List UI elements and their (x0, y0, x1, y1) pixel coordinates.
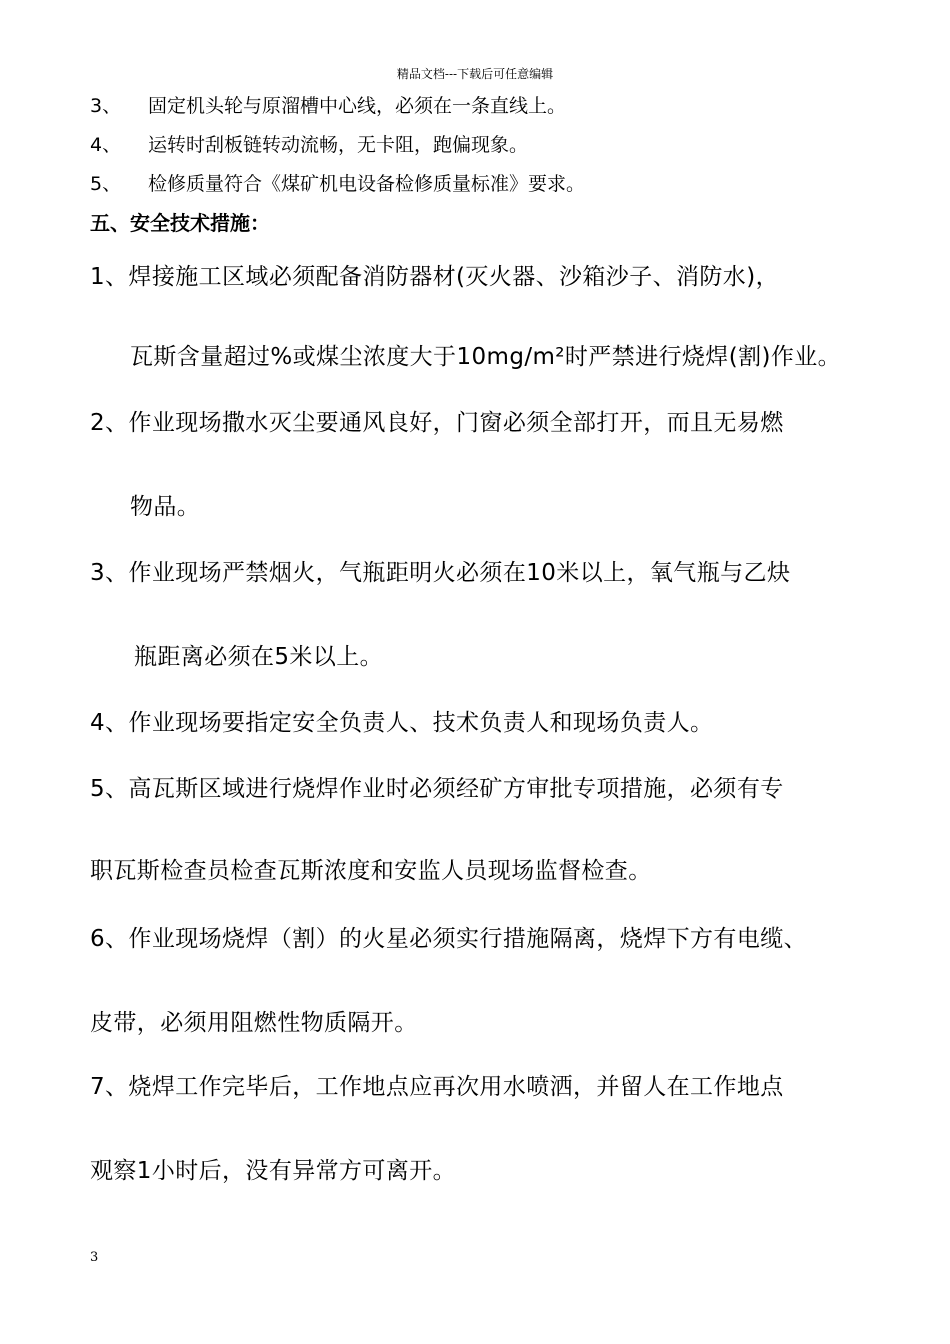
requirement-number: 3、 (90, 95, 122, 117)
measure-line: 物品。 (130, 494, 201, 520)
measure-line: 7、烧焊工作完毕后，工作地点应再次用水喷洒，并留人在工作地点 (90, 1074, 784, 1100)
section-heading: 五、安全技术措施： (90, 211, 270, 235)
measure-line: 2、作业现场撒水灭尘要通风良好，门窗必须全部打开，而且无易燃 (90, 410, 784, 436)
measure-line: 瓦斯含量超过%或煤尘浓度大于10mg/m²时严禁进行烧焊(割)作业。 (130, 344, 842, 370)
measure-line: 4、作业现场要指定安全负责人、技术负责人和现场负责人。 (90, 710, 714, 736)
measure-line: 1、焊接施工区域必须配备消防器材(灭火器、沙箱沙子、消防水)， (90, 264, 779, 290)
requirement-item (90, 172, 585, 196)
measure-line: 瓶距离必须在5米以上。 (134, 644, 384, 670)
measure-line: 6、作业现场烧焊（割）的火星必须实行措施隔离，烧焊下方有电缆、 (90, 926, 808, 952)
requirement-number: 5、 (90, 173, 122, 195)
measure-line: 观察1小时后，没有异常方可离开。 (90, 1158, 457, 1184)
measure-line: 皮带，必须用阻燃性物质隔开。 (90, 1010, 418, 1036)
requirement-text: 运转时刮板链转动流畅，无卡阻，跑偏现象。 (148, 134, 529, 156)
requirement-item (90, 94, 566, 118)
page-header: 精品文档---下载后可任意编辑 (396, 67, 554, 81)
measure-line: 职瓦斯检查员检查瓦斯浓度和安监人员现场监督检查。 (90, 858, 652, 884)
measure-line: 3、作业现场严禁烟火，气瓶距明火必须在10米以上，氧气瓶与乙炔 (90, 560, 791, 586)
requirement-item (90, 133, 528, 157)
requirement-text: 检修质量符合《煤矿机电设备检修质量标准》要求。 (148, 173, 586, 195)
page-number: 3 (90, 1250, 99, 1265)
requirement-text: 固定机头轮与原溜槽中心线，必须在一条直线上。 (148, 95, 567, 117)
requirement-number: 4、 (90, 134, 122, 156)
measure-line: 5、高瓦斯区域进行烧焊作业时必须经矿方审批专项措施，必须有专 (90, 776, 784, 802)
